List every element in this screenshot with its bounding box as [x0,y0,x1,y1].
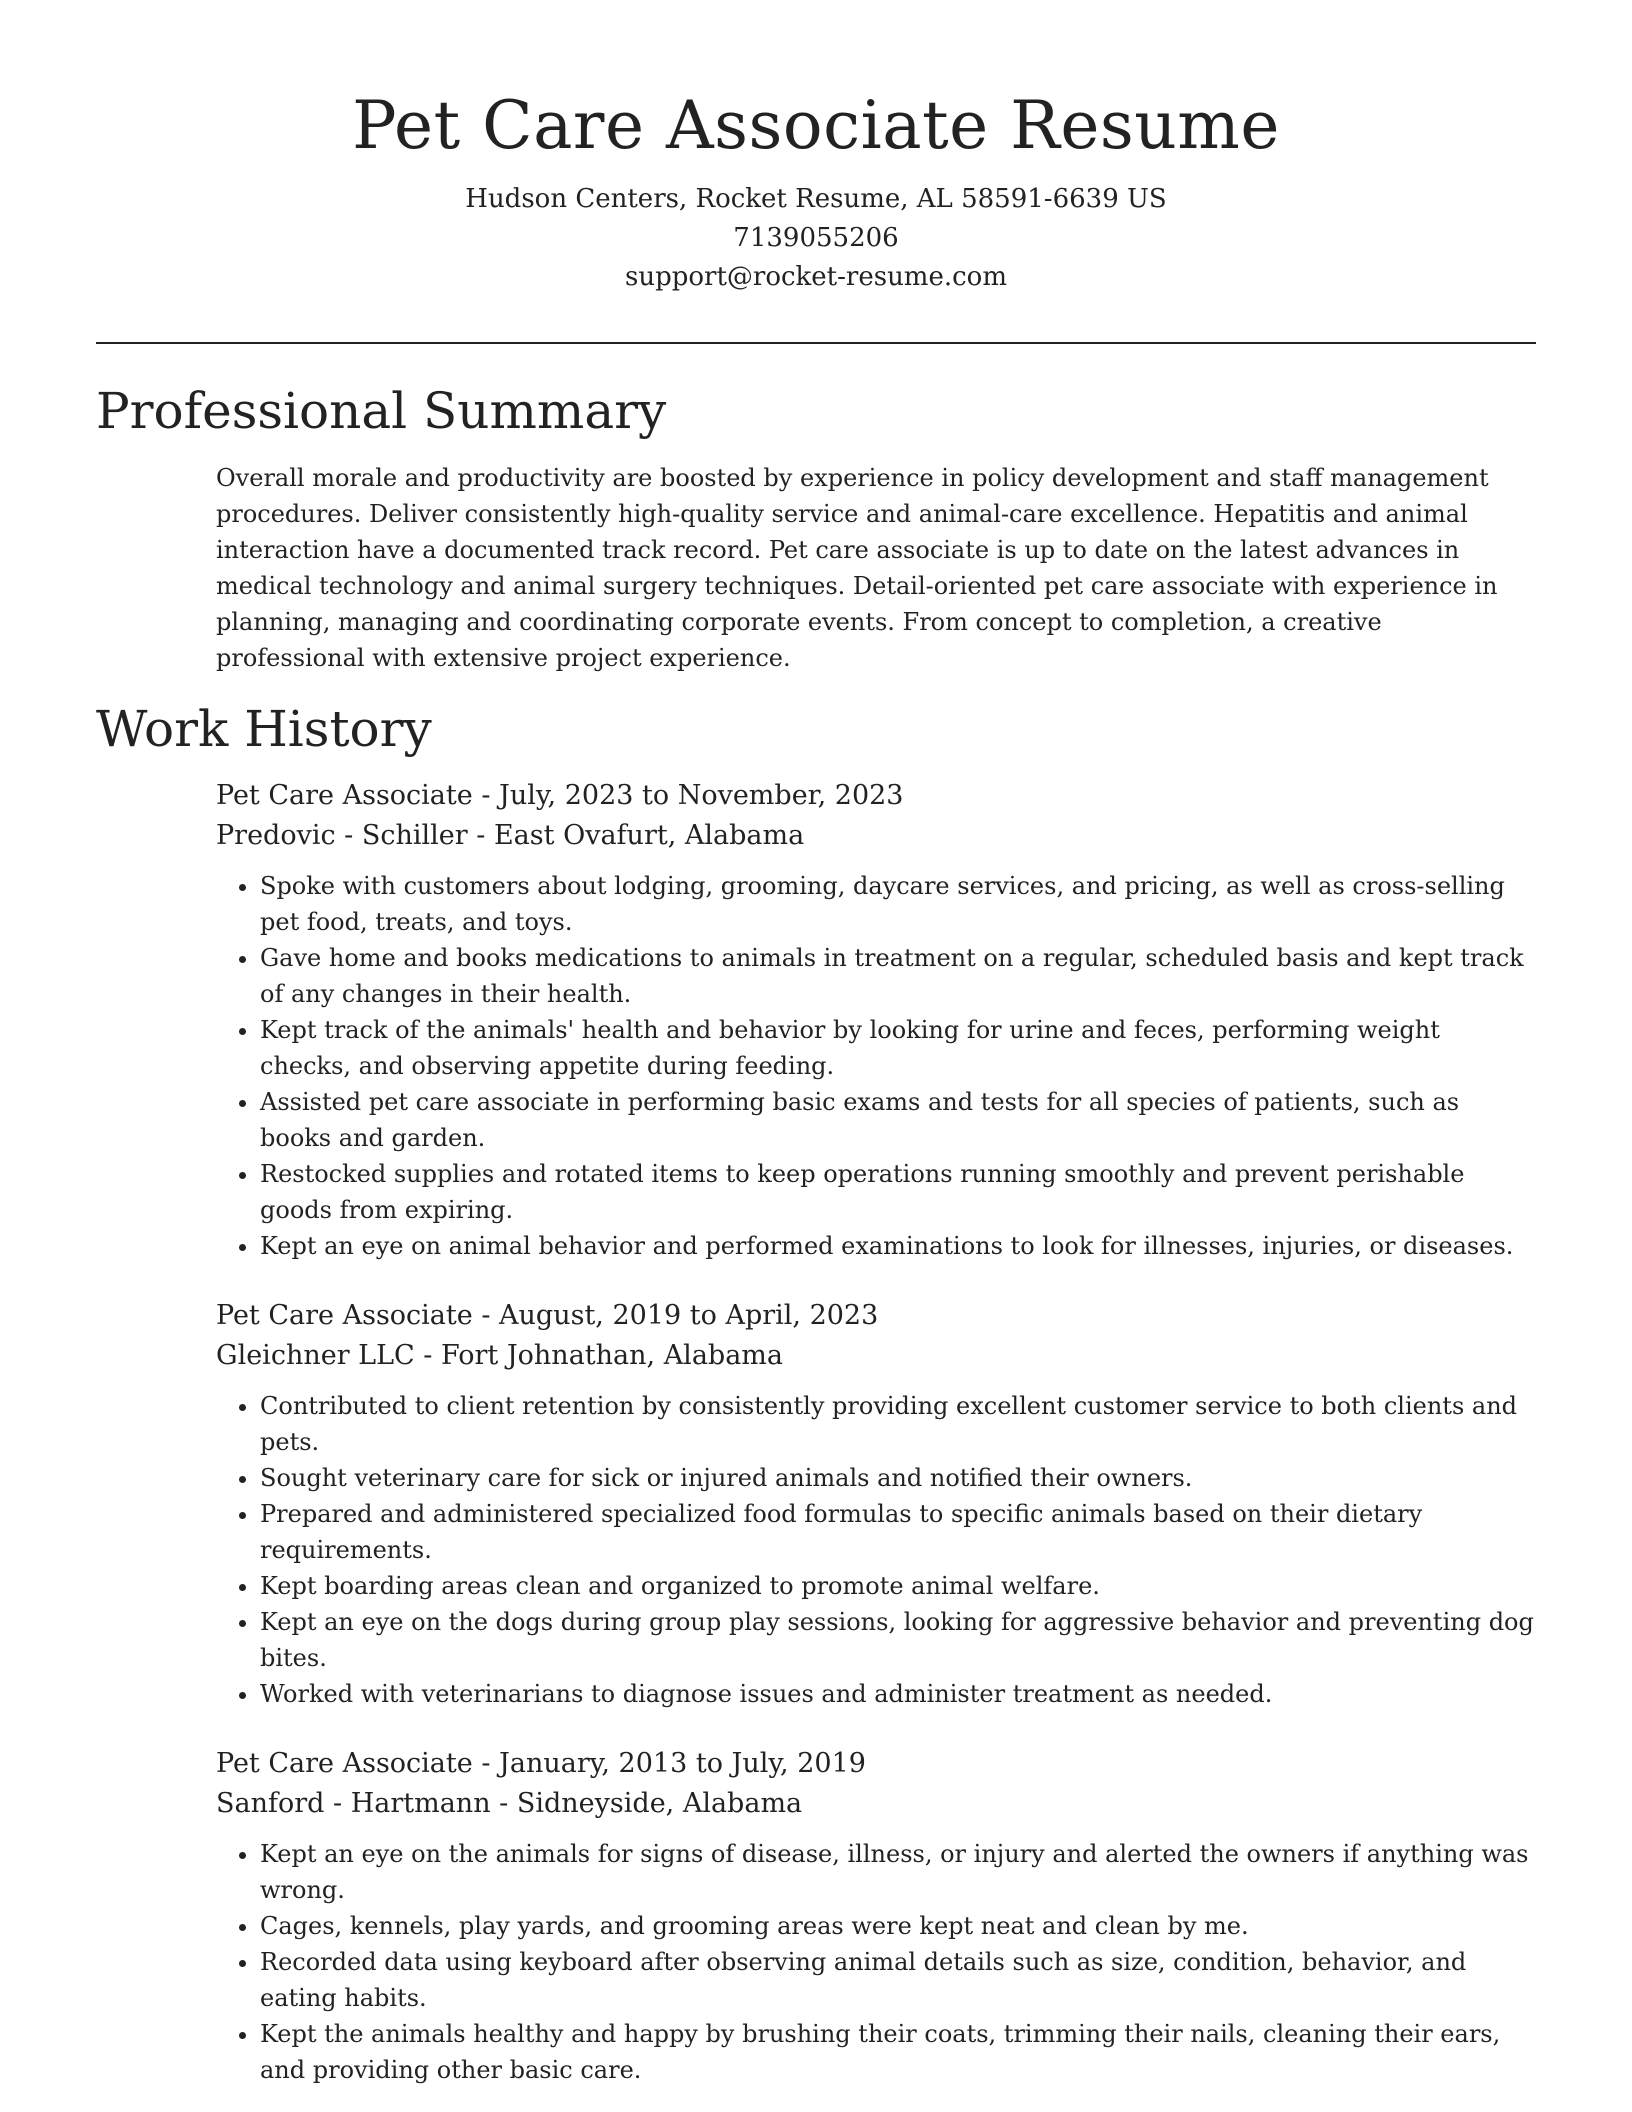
job-entry [216,1296,1536,1712]
summary-text: Overall morale and productivity are boosted by experience in policy development and staff management procedures. Deliver consistently high-quality service and animal-care excellence. Hepatitis and animal interaction have a documented track record. Pet care associate is up to date on the latest advances in medical technology and animal surgery techniques. Detail-oriented pet care associate with experience in planning, managing and coordinating corporate events. From concept to completion, a creative professional with extensive project experience. [216,464,1498,672]
job-bullet-list [216,1836,1536,2088]
resume-header [0,82,1632,297]
header-divider [96,342,1536,344]
job-bullet: • Kept boarding areas clean and organized to promote animal welfare. [260,1568,1536,1604]
job-bullet: • Kept an eye on the animals for signs of disease, illness, or injury and alerted the owners if anything was wrong. [260,1836,1536,1908]
summary-heading: Professional Summary [96,382,667,440]
page-title: Pet Care Associate Resume [352,87,1280,164]
contact-block [0,180,1632,297]
job-bullet-list [216,1388,1536,1712]
job-entry [216,1744,1536,2088]
job-company-line: Predovic - Schiller - East Ovafurt, Alabama [216,820,805,851]
job-bullet: • Recorded data using keyboard after observing animal details such as size, condition, behavior, and eating habits. [260,1944,1536,2016]
job-bullet: • Kept an eye on the dogs during group play sessions, looking for aggressive behavior and preventing dog bites. [260,1604,1536,1676]
job-bullet: • Kept an eye on animal behavior and performed examinations to look for illnesses, injuries, or diseases. [260,1228,1536,1264]
job-company-line: Gleichner LLC - Fort Johnathan, Alabama [216,1340,783,1371]
job-bullet: • Kept the animals healthy and happy by brushing their coats, trimming their nails, cleaning their ears, and providing other basic care. [260,2016,1536,2088]
job-bullet: • Cages, kennels, play yards, and grooming areas were kept neat and clean by me. [260,1908,1536,1944]
job-title-line: Pet Care Associate - January, 2013 to July, 2019 [216,1748,866,1779]
job-bullet: • Worked with veterinarians to diagnose issues and administer treatment as needed. [260,1676,1536,1712]
contact-address: Hudson Centers, Rocket Resume, AL 58591-6639 US [465,184,1167,214]
job-company-line: Sanford - Hartmann - Sidneyside, Alabama [216,1788,803,1819]
job-bullet: • Gave home and books medications to animals in treatment on a regular, scheduled basis and kept track of any changes in their health. [260,940,1536,1012]
job-entry [216,776,1536,1264]
job-bullet-list [216,868,1536,1264]
job-bullet: • Sought veterinary care for sick or injured animals and notified their owners. [260,1460,1536,1496]
job-bullet: • Assisted pet care associate in performing basic exams and tests for all species of patients, such as books and garden. [260,1084,1536,1156]
contact-phone: 7139055206 [733,223,899,253]
job-bullet: • Kept track of the animals' health and behavior by looking for urine and feces, performing weight checks, and observing appetite during feeding. [260,1012,1536,1084]
job-bullet: • Restocked supplies and rotated items to keep operations running smoothly and prevent perishable goods from expiring. [260,1156,1536,1228]
job-bullet: • Spoke with customers about lodging, grooming, daycare services, and pricing, as well as cross-selling pet food, treats, and toys. [260,868,1536,940]
job-bullet: • Contributed to client retention by consistently providing excellent customer service to both clients and pets. [260,1388,1536,1460]
contact-email: support@rocket-resume.com [624,262,1007,292]
job-bullet: • Prepared and administered specialized food formulas to specific animals based on their dietary requirements. [260,1496,1536,1568]
job-title-line: Pet Care Associate - July, 2023 to November, 2023 [216,780,904,811]
job-title-line: Pet Care Associate - August, 2019 to April, 2023 [216,1300,879,1331]
work-history-heading: Work History [96,700,432,758]
